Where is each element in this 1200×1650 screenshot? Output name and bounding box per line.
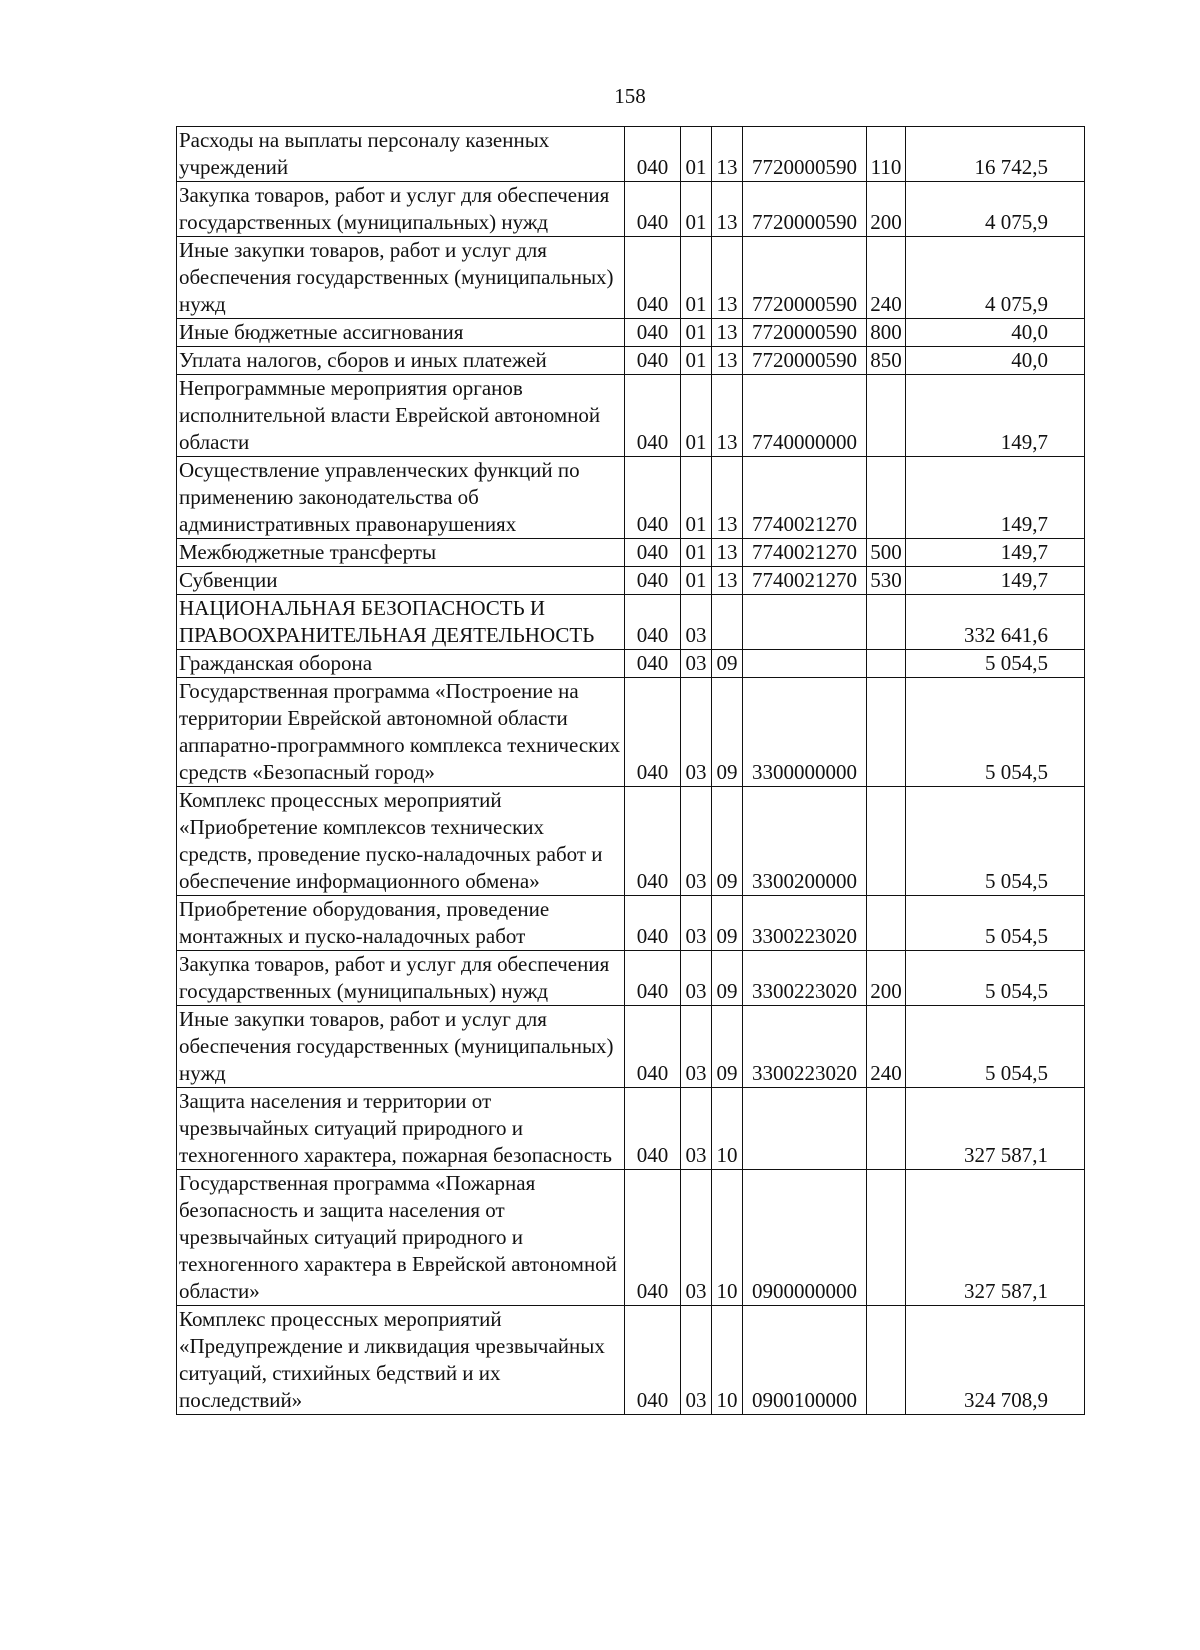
target-article-code bbox=[743, 1088, 867, 1170]
expense-type-code: 200 bbox=[867, 182, 906, 237]
target-article-code: 3300223020 bbox=[743, 1006, 867, 1088]
expense-type-code: 240 bbox=[867, 237, 906, 319]
table-row bbox=[177, 347, 1085, 375]
table-row bbox=[177, 1006, 1085, 1088]
table-row bbox=[177, 650, 1085, 678]
amount: 149,7 bbox=[906, 567, 1085, 595]
target-article-code: 0900100000 bbox=[743, 1306, 867, 1415]
row-name: Государственная программа «Построение на территории Еврейской автономной области аппаратно-программного комплекса технических средств «Безопасный город» bbox=[177, 678, 625, 787]
page-number: 158 bbox=[614, 84, 646, 108]
row-name: Закупка товаров, работ и услуг для обеспечения государственных (муниципальных) нужд bbox=[177, 951, 625, 1006]
row-name: Государственная программа «Пожарная безопасность и защита населения от чрезвычайных ситуаций природного и техногенного характера в Еврейской автономной области» bbox=[177, 1170, 625, 1306]
ministry-code: 040 bbox=[625, 375, 681, 457]
subsection-code: 13 bbox=[712, 457, 743, 539]
expense-type-code: 110 bbox=[867, 127, 906, 182]
target-article-code: 7740021270 bbox=[743, 457, 867, 539]
subsection-code: 13 bbox=[712, 567, 743, 595]
table-row bbox=[177, 375, 1085, 457]
expense-type-code bbox=[867, 375, 906, 457]
table-row bbox=[177, 896, 1085, 951]
section-code: 03 bbox=[681, 951, 712, 1006]
subsection-code: 10 bbox=[712, 1088, 743, 1170]
section-code: 03 bbox=[681, 896, 712, 951]
ministry-code: 040 bbox=[625, 678, 681, 787]
target-article-code bbox=[743, 595, 867, 650]
row-name: Расходы на выплаты персоналу казенных учреждений bbox=[177, 127, 625, 182]
amount: 149,7 bbox=[906, 457, 1085, 539]
amount: 324 708,9 bbox=[906, 1306, 1085, 1415]
row-name: Гражданская оборона bbox=[177, 650, 625, 678]
table-row bbox=[177, 951, 1085, 1006]
section-code: 01 bbox=[681, 375, 712, 457]
amount: 4 075,9 bbox=[906, 182, 1085, 237]
amount: 327 587,1 bbox=[906, 1170, 1085, 1306]
row-name: Уплата налогов, сборов и иных платежей bbox=[177, 347, 625, 375]
table-row bbox=[177, 567, 1085, 595]
section-code: 03 bbox=[681, 1088, 712, 1170]
ministry-code: 040 bbox=[625, 567, 681, 595]
ministry-code: 040 bbox=[625, 319, 681, 347]
amount: 40,0 bbox=[906, 319, 1085, 347]
amount: 5 054,5 bbox=[906, 678, 1085, 787]
subsection-code: 09 bbox=[712, 650, 743, 678]
subsection-code: 09 bbox=[712, 951, 743, 1006]
section-code: 03 bbox=[681, 650, 712, 678]
expense-type-code bbox=[867, 896, 906, 951]
row-name: Комплекс процессных мероприятий «Предупреждение и ликвидация чрезвычайных ситуаций, стихийных бедствий и их последствий» bbox=[177, 1306, 625, 1415]
section-code: 01 bbox=[681, 457, 712, 539]
amount: 5 054,5 bbox=[906, 787, 1085, 896]
table-row bbox=[177, 787, 1085, 896]
target-article-code bbox=[743, 650, 867, 678]
table-row bbox=[177, 127, 1085, 182]
target-article-code: 3300223020 bbox=[743, 896, 867, 951]
section-code: 01 bbox=[681, 182, 712, 237]
budget-table bbox=[176, 126, 1085, 1415]
amount: 332 641,6 bbox=[906, 595, 1085, 650]
row-name: Приобретение оборудования, проведение монтажных и пуско-наладочных работ bbox=[177, 896, 625, 951]
ministry-code: 040 bbox=[625, 595, 681, 650]
ministry-code: 040 bbox=[625, 1088, 681, 1170]
amount: 149,7 bbox=[906, 539, 1085, 567]
table-row bbox=[177, 237, 1085, 319]
target-article-code: 3300200000 bbox=[743, 787, 867, 896]
target-article-code: 7740021270 bbox=[743, 567, 867, 595]
row-name: Защита населения и территории от чрезвычайных ситуаций природного и техногенного характера, пожарная безопасность bbox=[177, 1088, 625, 1170]
expense-type-code bbox=[867, 650, 906, 678]
expense-type-code: 800 bbox=[867, 319, 906, 347]
amount: 5 054,5 bbox=[906, 896, 1085, 951]
section-code: 03 bbox=[681, 678, 712, 787]
expense-type-code bbox=[867, 1088, 906, 1170]
ministry-code: 040 bbox=[625, 1306, 681, 1415]
row-name: Субвенции bbox=[177, 567, 625, 595]
expense-type-code bbox=[867, 678, 906, 787]
target-article-code: 7720000590 bbox=[743, 237, 867, 319]
row-name: НАЦИОНАЛЬНАЯ БЕЗОПАСНОСТЬ И ПРАВООХРАНИТЕЛЬНАЯ ДЕЯТЕЛЬНОСТЬ bbox=[177, 595, 625, 650]
ministry-code: 040 bbox=[625, 539, 681, 567]
row-name: Закупка товаров, работ и услуг для обеспечения государственных (муниципальных) нужд bbox=[177, 182, 625, 237]
target-article-code: 7720000590 bbox=[743, 182, 867, 237]
ministry-code: 040 bbox=[625, 1170, 681, 1306]
target-article-code: 3300000000 bbox=[743, 678, 867, 787]
table-row bbox=[177, 539, 1085, 567]
target-article-code: 3300223020 bbox=[743, 951, 867, 1006]
expense-type-code: 200 bbox=[867, 951, 906, 1006]
expense-type-code bbox=[867, 1170, 906, 1306]
row-name: Осуществление управленческих функций по применению законодательства об административных правонарушениях bbox=[177, 457, 625, 539]
section-code: 01 bbox=[681, 539, 712, 567]
subsection-code bbox=[712, 595, 743, 650]
expense-type-code: 240 bbox=[867, 1006, 906, 1088]
subsection-code: 10 bbox=[712, 1306, 743, 1415]
ministry-code: 040 bbox=[625, 457, 681, 539]
subsection-code: 10 bbox=[712, 1170, 743, 1306]
ministry-code: 040 bbox=[625, 1006, 681, 1088]
section-code: 01 bbox=[681, 567, 712, 595]
section-code: 01 bbox=[681, 237, 712, 319]
amount: 149,7 bbox=[906, 375, 1085, 457]
budget-table-body bbox=[177, 127, 1085, 1415]
expense-type-code bbox=[867, 1306, 906, 1415]
amount: 5 054,5 bbox=[906, 650, 1085, 678]
table-row bbox=[177, 1088, 1085, 1170]
expense-type-code: 850 bbox=[867, 347, 906, 375]
section-code: 03 bbox=[681, 787, 712, 896]
ministry-code: 040 bbox=[625, 787, 681, 896]
subsection-code: 13 bbox=[712, 182, 743, 237]
row-name: Иные бюджетные ассигнования bbox=[177, 319, 625, 347]
row-name: Комплекс процессных мероприятий «Приобретение комплексов технических средств, проведение пуско-наладочных работ и обеспечение информационного обмена» bbox=[177, 787, 625, 896]
section-code: 03 bbox=[681, 1006, 712, 1088]
section-code: 01 bbox=[681, 347, 712, 375]
table-row bbox=[177, 182, 1085, 237]
expense-type-code: 530 bbox=[867, 567, 906, 595]
ministry-code: 040 bbox=[625, 237, 681, 319]
ministry-code: 040 bbox=[625, 127, 681, 182]
table-row bbox=[177, 1306, 1085, 1415]
ministry-code: 040 bbox=[625, 347, 681, 375]
row-name: Иные закупки товаров, работ и услуг для обеспечения государственных (муниципальных) нужд bbox=[177, 1006, 625, 1088]
expense-type-code: 500 bbox=[867, 539, 906, 567]
section-code: 01 bbox=[681, 127, 712, 182]
expense-type-code bbox=[867, 457, 906, 539]
subsection-code: 13 bbox=[712, 237, 743, 319]
table-row bbox=[177, 319, 1085, 347]
row-name: Межбюджетные трансферты bbox=[177, 539, 625, 567]
target-article-code: 7740021270 bbox=[743, 539, 867, 567]
section-code: 03 bbox=[681, 1170, 712, 1306]
table-row bbox=[177, 457, 1085, 539]
subsection-code: 09 bbox=[712, 896, 743, 951]
subsection-code: 09 bbox=[712, 787, 743, 896]
ministry-code: 040 bbox=[625, 182, 681, 237]
target-article-code: 7740000000 bbox=[743, 375, 867, 457]
amount: 16 742,5 bbox=[906, 127, 1085, 182]
target-article-code: 7720000590 bbox=[743, 319, 867, 347]
ministry-code: 040 bbox=[625, 650, 681, 678]
table-row bbox=[177, 1170, 1085, 1306]
amount: 5 054,5 bbox=[906, 1006, 1085, 1088]
target-article-code: 7720000590 bbox=[743, 347, 867, 375]
amount: 40,0 bbox=[906, 347, 1085, 375]
row-name: Иные закупки товаров, работ и услуг для обеспечения государственных (муниципальных) нужд bbox=[177, 237, 625, 319]
subsection-code: 13 bbox=[712, 319, 743, 347]
target-article-code: 7720000590 bbox=[743, 127, 867, 182]
subsection-code: 13 bbox=[712, 539, 743, 567]
table-row bbox=[177, 678, 1085, 787]
ministry-code: 040 bbox=[625, 896, 681, 951]
subsection-code: 09 bbox=[712, 1006, 743, 1088]
subsection-code: 13 bbox=[712, 347, 743, 375]
amount: 4 075,9 bbox=[906, 237, 1085, 319]
target-article-code: 0900000000 bbox=[743, 1170, 867, 1306]
section-code: 03 bbox=[681, 595, 712, 650]
subsection-code: 09 bbox=[712, 678, 743, 787]
amount: 5 054,5 bbox=[906, 951, 1085, 1006]
row-name: Непрограммные мероприятия органов исполнительной власти Еврейской автономной области bbox=[177, 375, 625, 457]
expense-type-code bbox=[867, 595, 906, 650]
table-row bbox=[177, 595, 1085, 650]
subsection-code: 13 bbox=[712, 375, 743, 457]
subsection-code: 13 bbox=[712, 127, 743, 182]
amount: 327 587,1 bbox=[906, 1088, 1085, 1170]
section-code: 01 bbox=[681, 319, 712, 347]
expense-type-code bbox=[867, 787, 906, 896]
section-code: 03 bbox=[681, 1306, 712, 1415]
ministry-code: 040 bbox=[625, 951, 681, 1006]
